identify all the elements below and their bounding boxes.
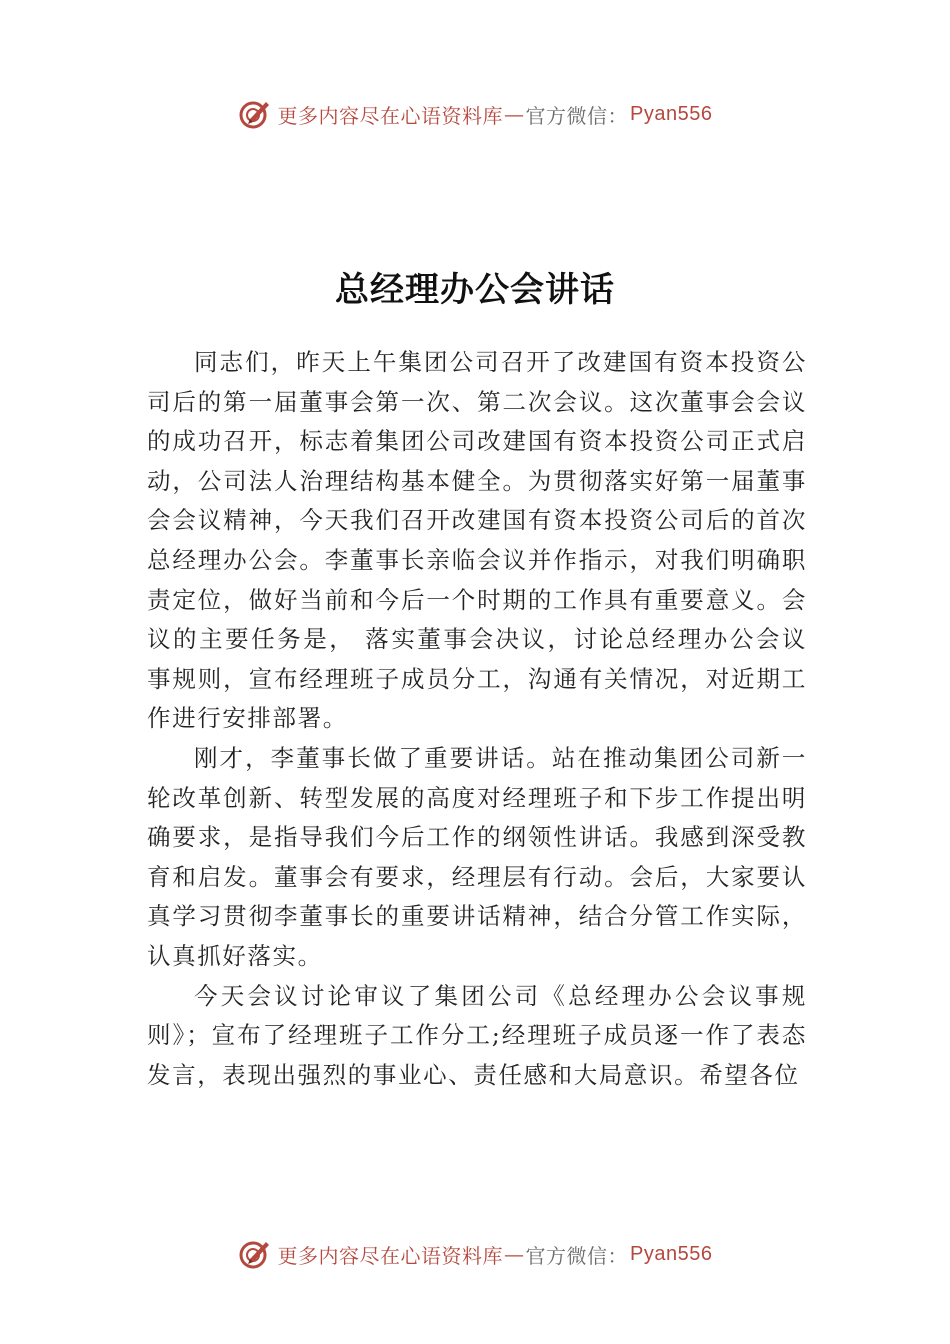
banner-wechat-id: Pyan556 [630,102,713,125]
header-banner [0,94,950,134]
pen-circle-logo-icon [238,1237,272,1271]
body-paragraph: 刚才，李董事长做了重要讲话。站在推动集团公司新一轮改革创新、转型发展的高度对经理班子和下步工作提出明确要求，是指导我们今后工作的纲领性讲话。我感到深受教育和启发。董事会有要求，经理层有行动。会后，大家要认真学习贯彻李董事长的重要讲话精神，结合分管工作实际，认真抓好落实。 [147,743,807,970]
banner-separator: — [504,1242,525,1266]
pen-circle-logo-icon [238,97,272,131]
banner-main-text: 更多内容尽在心语资料库 [277,103,504,128]
banner-main-text: 更多内容尽在心语资料库 [277,1243,504,1268]
body-paragraph: 今天会议讨论审议了集团公司《总经理办公会议事规则》；宣布了经理班子工作分工;经理班子成员逐一作了表态发言，表现出强烈的事业心、责任感和大局意识。希望各位 [147,981,807,1089]
body-paragraph: 同志们，昨天上午集团公司召开了改建国有资本投资公司后的第一届董事会第一次、第二次会议。这次董事会会议的成功召开，标志着集团公司改建国有资本投资公司正式启动，公司法人治理结构基本健全。为贯彻落实好第一届董事会会议精神，今天我们召开改建国有资本投资公司后的首次总经理办公会。李董事长亲临会议并作指示，对我们明确职责定位，做好当前和今后一个时期的工作具有重要意义。会议的主要任务是， 落实董事会决议，讨论总经理办公会议事规则，宣布经理班子成员分工，沟通有关情况，对近期工作进行安排部署。 [147,348,807,733]
document-body [147,343,807,1095]
banner-label: 官方微信： [525,103,629,128]
document-title: 总经理办公会讲话 [335,270,615,310]
banner-wechat-id: Pyan556 [630,1242,713,1265]
banner-separator: — [504,102,525,126]
footer-banner [0,1234,950,1274]
banner-label: 官方微信： [525,1243,629,1268]
